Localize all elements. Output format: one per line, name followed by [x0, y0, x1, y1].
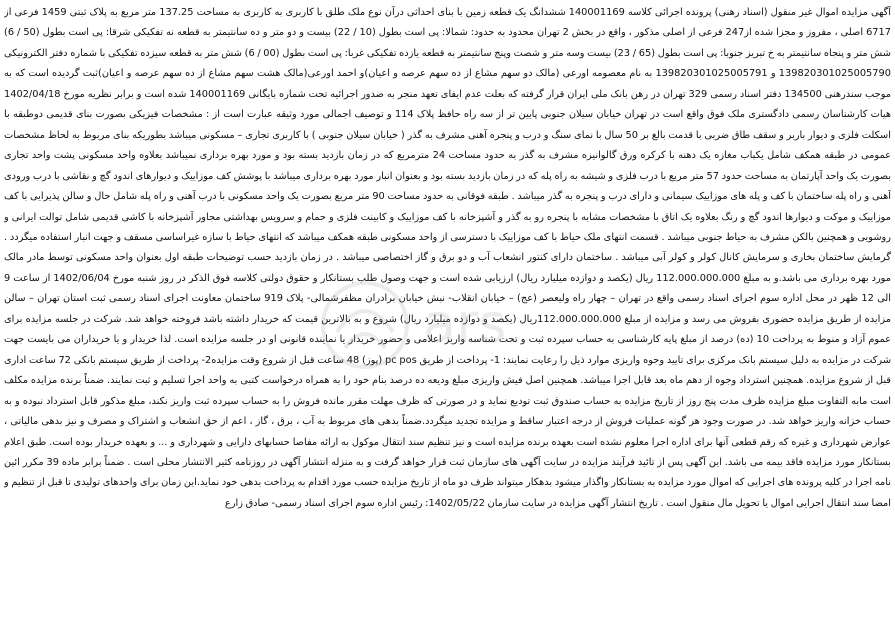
auction-notice-text: آگهی مزایده اموال غیر منقول (اسناد رهنی) پرونده اجرائی کلاسه 140001169 ششدانگ یک قطعه زمین با بنای احداثی درآن نوع ملک طلق با کاربری به کاربری به مساحت 137.25 متر مربع به پلاک ثبتی 1459 فرعی از 6717 اصلی ، مفروز و مجزا شده از247 فرعی از اصلی مذکور ، واقع در بخش 2 تهران محدود به حدود: شمالا: پی است بطول (10 / 22) بیست و دو متر و ده سانتیمتر به قطعه نه تفکیکی شرقا: پی است بطول (50 / 6) شش متر و پنجاه سانتیمتر به خ تبریز جنوبا: پی است بطول (65 / 23) بیست وسه متر و شصت وپنج سانتیمتر به قطعه یازده تفکیکی غربا: پی است بطول (00 / 6) شش متر به قطعه سیزده تفکیکی با شماره دفتر الکترونیکی 139820301025005790 و 139820301025005791 به نام معصومه اورعی (مالک دو سهم مشاع از ده سهم عرصه و اعیان)و احمد اورعی(مالک هشت سهم مشاع از ده سهم عرصه و اعیان)ثبت گردیده است که به موجب سندرهنی 134500 دفتر اسناد رسمی 329 تهران در رهن بانک ملی ایران قرار گرفته که بعلت عدم ایفای تعهد منجر به صدور اجرائیه تحت شماره بایگانی 140001169 شده است و برابر نظریه مورخ 1402/04/18 هیات کارشناسان رسمی دادگستری ملک فوق واقع است در تهران خیابان سیلان جنوبی پایین تر از سه راه حافظ پلاک 114 و توصیف اجمالی مورد وثیقه عبارت است از : مشخصات فیزیکی بصورت بنای قدیمی دوطبقه با اسکلت فلزی و دیوار باربر و سقف طاق ضربی با قدمت بالغ بر 50 سال با نمای سنگ و درب و پنجره آهنی مشرف به گذر ( خیابان سیلان جنوبی ) با کاربری تجاری – مسکونی میباشد بطوریکه بنای مربوط به لحاظ مشخصات عمومی در طبقه همکف شامل یکباب مغازه یک دهنه با کرکره ورق گالوانیزه مشرف به گذر به حدود مساحت 24 مترمربع که در زمان بازدید بسته بود و مورد بهره برداری نمیباشد بعلاوه واحد مسکونی پشت واحد تجاری بصورت یک واحد آپارتمان به مساحت حدود 57 متر مربع با درب فلزی و شیشه به راه پله که در زمان بازدید بسته بود و بعنوان انبار مورد بهره برداری میباشد با پوشش کف موزاییک و دیوارهای اندود گچ و نقاشی با درب ورودی آهنی و راه پله ساختمان با کف و پله های موزاییک سیمانی و دارای درب و پنجره به گذر میباشد . طبقه فوقانی به حدود مساحت 90 متر مربع بصورت یک واحد مسکونی با درب آهنی و راه پله شامل حال و سالن پذیرایی با کف موزاییک و موکت و دیوارها اندود گچ و رنگ بعلاوه یک اتاق با مشخصات مشابه با پنجره رو به گذر و آشپزخانه با کف موزاییک و کابینت فلزی و حمام و سرویس بهداشتی مجاور آشپزخانه با کاشی قدیمی شامل توالت ایرانی و روشویی و همچنین بالکن مشرف به حیاط جنوبی میباشد . قسمت انتهای ملک حیاط با کف موزاییک با دسترسی از واحد مسکونی طبقه همکف میباشد که انتهای حیاط با سازه غیراساسی مسقف و جهت انبار استفاده میگردد . گرمایش ساختمان بخاری و سرمایش کانال کولر و کولر آبی میباشد . ساختمان دارای کنتور انشعاب آب و دو برق و گاز اختصاصی میباشد . در زمان بازدید حسب توضیحات طبقه اول بعنوان واحد مسکونی توسط مادر مالک مورد بهره برداری می باشد.و به مبلغ 112.000.000.000 ریال (یکصد و دوازده میلیارد ریال) ارزیابی شده است و جهت وصول طلب بستانکار و حقوق دولتی کلاسه فوق الذکر در روز شنبه مورخ 1402/06/04 از ساعت 9 الی 12 ظهر در محل اداره سوم اجرای اسناد رسمی واقع در تهران – چهار راه ولیعصر (عج) – خیابان انقلاب- نبش خیابان برادران مظفرشمالی- پلاک 919 ساختمان معاونت اجرای اسناد رسمی ثبت استان تهران – سالن مزایده از طریق مزایده حضوری بفروش می رسد و مزایده از مبلغ 112.000.000.000ریال (یکصد و دوازده میلیارد ریال) شروع و به بالاترین قیمت که خریدار داشته باشد فروخته خواهد شد. شرکت در جلسه مزایده برای عموم آزاد و منوط به پرداخت 10 (ده) درصد از مبلغ پایه کارشناسی به حساب سپرده ثبت و تحت شناسه واریز اعلامی و حضور خریدار یا نماینده قانونی او در جلسه مزایده است. لذا خریدار و یا خریداران می بایست جهت شرکت در مزایده به دلیل سیستم بانک مرکزی برای تایید وجوه واریزی موارد ذیل را رعایت نمایند: 1- پرداخت از طریق pc pos (پوز) 48 ساعت قبل از شروع وقت مزایده2- پرداخت از طریق سیستم بانکی 72 ساعت اداری قبل از شروع مزایده. همچنین استرداد وجوه از دهم ماه بعد قابل اجرا میباشد. همچنین اصل فیش واریزی مبلغ ودیعه ده درصد بنام خود را به همراه درخواست کتبی به واحد اجرا تسلیم و ثبت نمایند. ضمناً برنده مزایده مکلف است مابه التفاوت مبلغ مزایده ظرف مدت پنج روز از تاریخ مزایده به حساب صندوق ثبت تودیع نماید و در صورتی که ظرف مهلت مقرر مانده فروش را به حساب سپرده ثبت واریز نکند، مبلغ مذکور قابل استرداد نبوده و به حساب خزانه واریز خواهد شد. در صورت وجود هر گونه عملیات فروش از درجه اعتبار ساقط و مزایده تجدید میگردد.ضمناً بدهی های مربوط به آب ، برق ، گاز ، اعم از حق انشعاب و اشتراک و مصرف و نیز بدهی مالیاتی ، عوارض شهرداری و غیره که رقم قطعی آنها برای اداره اجرا معلوم نشده است بعهده برنده مزایده است و نیز تنظیم سند انتقال موکول به ارائه مفاصا حسابهای دارایی و شهرداری و ... و بعهده خریدار بوده است. طبق اعلام بستانکار مورد مزایده فاقد بیمه می باشد. این آگهی پس از تائید فرآیند مزایده در سایت آگهی های سازمان ثبت قرار خواهد گرفت و به منزله انتشار آگهی در روزنامه کثیر الانتشار محلی است . ضمناً برابر ماده 39 مکرر ائین نامه اجرا در کلیه پرونده های اجرایی که اموال مورد مزایده به بستانکار واگذار میشود بدهکار میتواند ظرف دو ماه از تاریخ مزایده حسب مورد اقدام به پرداخت بدهی خود نماید.این زمان برای واحدهای تولیدی تا قبل از تنظیم و امضا سند انتقال اجرایی اموال یا تحویل مال منقول است . تاریخ انتشار آگهی مزایده در سایت سازمان 1402/05/22: رئیس اداره سوم اجرای اسناد رسمی- صادق زارع [4, 7, 891, 509]
watermark-text: ars [423, 292, 507, 355]
auction-notice [4, 3, 891, 627]
